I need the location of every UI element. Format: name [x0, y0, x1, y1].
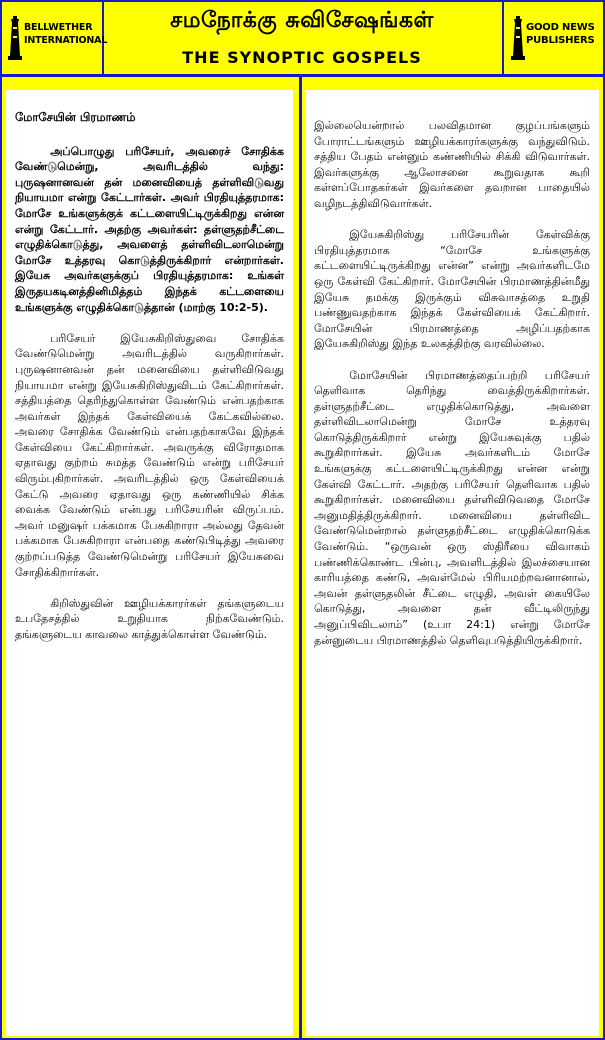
- column-divider: [299, 77, 302, 1038]
- good-news-logo-text: [526, 21, 595, 47]
- right-column: [305, 90, 599, 1036]
- header: [2, 2, 603, 77]
- paragraph: மோசேயின் பிரமாணத்தைப்பற்றி பரிசேயர் தெளிவாக தெரிந்து வைத்திருக்கிறார்கள். தள்ளுதற்சீட்டை எழுதிக்கொடுத்து, அவளை தள்ளிவிடலாமென்று மோசே உத்தரவு கொடுத்திருக்கிறார் என்று இயேசுவுக்கு பதில் கூறுகிறார்கள். இயேசு அவர்களிடம் மோசே உங்களுக்கு கட்டளையிட்டிருக்கிறது என்ன என்று கேள்வி கேட்டார். அதற்கு பரிசேயர் தெளிவாக பதில் கூறுகிறார்கள். மனைவியை தள்ளிவிடுவதை மோசே அனுமதித்திருக்கிறார். மனைவியை தள்ளிவிட வேண்டுமென்றால் தள்ளுதற்சீட்டை எழுதிக்கொடுக்க வேண்டும். “ஒருவன் ஒரு ஸ்திரீயை விவாகம் பண்ணிக்கொண்ட பின்பு, அவளிடத்தில் இலச்சையான காரியத்தை கண்டு, அவள்மேல் பிரியமற்றவனானால், அவன் தள்ளுதலின் சீட்டை எழுதி, அவள் கையிலே கொடுத்து, அவளை தன் வீட்டிலிருந்து அனுப்பிவிடலாம்” (உபா 24:1) என்று மோசே தன்னுடைய பிரமாணத்தில் தெளிவுபடுத்தியிருக்கிறார்.: [314, 368, 590, 647]
- good-news-line1: GOOD NEWS: [526, 22, 595, 33]
- page-title-tamil: சமநோக்கு சுவிசேஷங்கள்: [170, 8, 434, 33]
- bellwether-logo-text: [24, 21, 107, 47]
- left-column: [6, 90, 293, 1036]
- paragraph: இல்லையென்றால் பலவிதமான குழப்பங்களும் போராட்டங்களும் ஊழியக்காரர்களுக்கு வந்துவிடும். சத்திய பேதம் என்னும் கண்ணியில் சிக்கி விடுவார்கள். இவர்களுக்கு ஆலோசனை கூறுவதாக கூறி கள்ளப்போதகர்கள் இவர்களை தவறான பாதையில் வழிநடத்திவிடுவார்கள்.: [314, 119, 590, 210]
- bellwether-line1: BELLWETHER: [24, 22, 93, 33]
- good-news-line2: PUBLISHERS: [526, 35, 595, 46]
- page-title-english: THE SYNOPTIC GOSPELS: [182, 48, 422, 67]
- lighthouse-icon: [8, 16, 22, 62]
- paragraph: கிறிஸ்துவின் ஊழியக்காரர்கள் தங்களுடைய உபதேசத்தில் உறுதியாக நிற்கவேண்டும். தங்களுடைய காவலை காத்துக்கொள்ள வேண்டும்.: [15, 596, 284, 641]
- paragraph: பரிசேயர் இயேசுகிறிஸ்துவை சோதிக்க வேண்டுமென்று அவரிடத்தில் வருகிறார்கள். புருஷனானவன் தன் மனைவியை தள்ளிவிடுவது நியாயமா என்று இயேசுகிறிஸ்துவிடம் கேட்கிறார்கள். சத்தியத்தை தெரிந்துகொள்ள வேண்டும் என்பதற்காக அவர்கள் இந்தக் கேள்வியைக் கேட்கவில்லை. அவரை சோதிக்க வேண்டும் என்பதற்காகவே இந்தக் கேள்வியை கேட்கிறார்கள். அவருக்கு விரோதமாக ஏதாவது குற்றம் சுமத்த வேண்டும் என்று பரிசேயர் விரும்புகிறார்கள். அவரிடத்தில் ஒரு கேள்வியைக் கேட்டு அவரை ஏதாவது ஒரு கண்ணியில் சிக்க வைக்க வேண்டும் என்பது பரிசேயரின் விருப்பம். அவர் மனுஷர் பக்கமாக பேசுகிறாரா அல்லது தேவன் பக்கமாக பேசுகிறாரா என்பதை கண்டுபிடித்து அவரை குற்றப்படுத்த வேண்டுமென்று பரிசேயர் இயேசுவை சோதிக்கிறார்கள்.: [15, 331, 284, 579]
- section-heading: மோசேயின் பிரமாணம்: [15, 110, 136, 124]
- scripture-quote: அப்பொழுது பரிசேயர், அவரைச் சோதிக்க வேண்டுமென்று, அவரிடத்தில் வந்து: புருஷனானவன் தன் மனைவியைத் தள்ளிவிடுவது நியாயமா என்று கேட்டார்கள். அவர் பிரதியுத்தரமாக: மோசே உங்களுக்குக் கட்டளையிட்டிருக்கிறது என்ன என்று கேட்டார். அதற்கு அவர்கள்: தள்ளுதற்சீட்டை எழுதிக்கொடுத்து, அவளைத் தள்ளிவிடலாமென்று மோசே உத்தரவு கொடுத்திருக்கிறார் என்றார்கள். இயேசு அவர்களுக்குப் பிரதியுத்தரமாக: உங்கள் இருதயகடினத்தினிமித்தம் இந்தக் கட்டளையை உங்களுக்கு எழுதிக்கொடுத்தான் (மாற்கு 10:2-5).: [15, 144, 284, 314]
- good-news-logo: [502, 2, 603, 74]
- bellwether-logo: [2, 2, 108, 74]
- paragraph: இயேசுகிறிஸ்து பரிசேயரின் கேள்விக்கு பிரதியுத்தரமாக “மோசே உங்களுக்கு கட்டளையிட்டிருக்கிறது என்ன” என்று அவர்களிடமே ஒரு கேள்வி கேட்கிறார். மோசேயின் பிரமாணத்தின்மீது இயேசு தமக்கு இருக்கும் விசுவாசத்தை உறுதி பண்ணுவதற்காக இந்தக் கேள்வியைக் கேட்கிறார். மோசேயின் பிரமாணத்தை அழிப்பதற்காக இயேசுகிறிஸ்து இந்த உலகத்திற்கு வரவில்லை.: [314, 228, 590, 351]
- lighthouse-icon: [511, 16, 525, 62]
- bellwether-line2: INTERNATIONAL: [24, 35, 108, 46]
